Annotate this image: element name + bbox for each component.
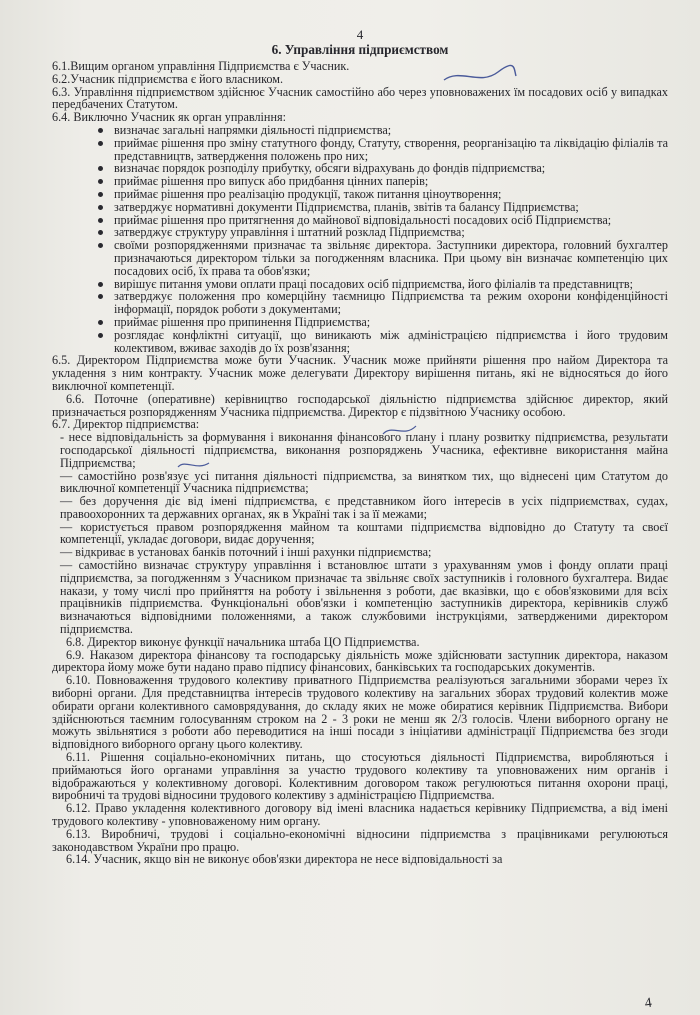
paragraph-6-6: 6.6. Поточне (оперативне) керівництво господарської діяльністю підприємства здійснює директор, який призначається розпорядженням Учасника підприємства. Директор є підзвітною Учаснику особою. <box>52 391 668 419</box>
paragraph-6-2: 6.2.Учасник підприємства є його власником. <box>52 71 284 86</box>
list-item: приймає рішення про припинення Підприємства; <box>114 316 668 329</box>
paragraph-6-12: 6.12. Право укладення колективного договору від імені власника надається керівнику Підприємства, а від імені трудового колективу - уповноваженому ним органу. <box>52 801 668 829</box>
list-item: — самостійно визначає структуру управління і встановлює штати з урахуванням умов і фонду оплати праці підприємства, за погодженням з Учасником призначає та звільняє своїх заступників і головного бухгалтера. Видає накази, у тому числі про прийняття на роботу і звільнення з роботи, дає вказівки, що є обов'язковими для всіх працівників підприємства. Функціональні обов'язки і компетенцію заступників директора, керівників служб визначаються відповідними положеннями, а також службовими інструкціями, затвердженими директором підприємства. <box>60 558 668 637</box>
list-item: — без доручення діє від імені підприємства, є представником його інтересів в усіх підприємствах, судах, правоохоронних та державних органах, як в Україні так і за її межами; <box>60 494 668 521</box>
list-item: вирішує питання умови оплати праці посадових осіб підприємства, його філіалів та представництв; <box>114 278 668 291</box>
page-number: 4 <box>356 27 364 42</box>
paragraph-6-3: 6.3. Управління підприємством здійснює Учасник самостійно або через уповноважених їм посадових осіб у випадках передбачених Статутом. <box>52 84 668 112</box>
list-item: приймає рішення про реалізацію продукції, також питання ціноутворення; <box>114 188 668 201</box>
corner-handwritten-mark: 4 <box>643 995 653 1012</box>
list-item: затверджує нормативні документи Підприємства, планів, звітів та балансу Підприємства; <box>114 201 668 214</box>
paragraph-6-1: 6.1.Вищим органом управління Підприємства є Учасник. <box>52 59 350 73</box>
list-item: — користується правом розпорядження майном та коштами підприємства відповідно до Статуту та своєї компетенції, укладає договори, видає доручення; <box>60 519 668 547</box>
list-item: визначає порядок розподілу прибутку, обсяги відрахувань до фондів підприємства; <box>114 162 668 175</box>
paragraph-6-5: 6.5. Директором Підприємства може бути Учасник. Учасник може прийняти рішення про найом Директора та укладення з ним контракту. Учасник може делегувати Директору вирішення питань, які не відносяться до його виключної компетенції. <box>52 353 668 393</box>
list-item: визначає загальні напрямки діяльності підприємства; <box>114 124 668 137</box>
paragraph-6-7: 6.7. Директор підприємства: <box>52 417 200 432</box>
paragraph-6-9: 6.9. Наказом директора фінансову та господарську діяльність може здійснювати заступник директора, наказом директора йому може бути надано право підпису фінансових, банківських та господарських документів. <box>52 647 668 675</box>
list-item: - несе відповідальність за формування і виконання фінансового плану і плану розвитку підприємства, результати господарської діяльності підприємства, виконання розпоряджень Учасника, ефективне використання майна Підприємства; <box>60 430 668 470</box>
list-item: розглядає конфліктні ситуації, що виникають між адміністрацією підприємства і його трудовим колективом, вживає заходів до їх розв'язання; <box>114 327 668 355</box>
paragraph-6-11: 6.11. Рішення соціально-економічних питань, що стосуються діяльності Підприємства, виробляються і приймаються його органами управління за участю трудового колективу та уповноважених ним органів і відображаються у колективному договорі. Колективним договором також регулюються питання охорони праці, виробничі та трудові відносини трудового колективу з адміністрацією Підприємства. <box>52 750 668 803</box>
list-item: приймає рішення про зміну статутного фонду, Статуту, створення, реорганізацію та ліквідацію філіалів та представництв, затвердження положень про них; <box>114 135 668 163</box>
list-item: своїми розпорядженнями призначає та звільняє директора. Заступники директора, головний бухгалтер призначаються директором тільки за погодженням власника. При цьому він визначає компетенцію цих посадових осіб, їх права та обов'язки; <box>114 238 668 278</box>
owner-powers-list <box>52 124 668 354</box>
paragraph-6-4: 6.4. Виключно Учасник як орган управління: <box>52 110 286 125</box>
paragraph-6-10: 6.10. Повноваження трудового колективу приватного Підприємства реалізуються загальними зборами через їх виборні органи. Для представництва інтересів трудового колективу на загальних зборах трудовий колектив може обирати органи колективного самоврядування, до складу яких не може обиратися керівник Підприємства. Вибори здійснюються таємним голосуванням строком на 2 - 3 роки не менш як 2/3 голосів. Члени виборного органу не можуть звільнятися з роботи або переводитися на інші посади з ініціативи адміністрації Підприємства без згоди відповідного виборного органу цього колективу. <box>52 673 668 752</box>
list-item: — самостійно розв'язує усі питання діяльності підприємства, за винятком тих, що віднесені цим Статутом до виключної компетенції Учасника підприємства; <box>60 468 668 496</box>
paragraph-6-8: 6.8. Директор виконує функції начальника штаба ЦО Підприємства. <box>66 634 420 649</box>
paragraph-6-13: 6.13. Виробничі, трудові і соціально-економічні відносини підприємства з працівниками регулюються законодавством України про працю. <box>52 826 668 854</box>
paragraph-6-14: 6.14. Учасник, якщо він не виконує обов'язки директора не несе відповідальності за <box>66 852 503 867</box>
director-duties-list <box>52 431 668 636</box>
list-item: затверджує положення про комерційну таємницю Підприємства та режим охорони конфіденційності інформації, порядок роботи з документами; <box>114 289 668 317</box>
list-item: затверджує структуру управління і штатний розклад Підприємства; <box>114 226 668 239</box>
list-item: приймає рішення про випуск або придбання цінних паперів; <box>114 175 668 188</box>
list-item: — відкриває в установах банків поточний і інші рахунки підприємства; <box>60 545 432 560</box>
list-item: приймає рішення про притягнення до майнової відповідальності посадових осіб Підприємства; <box>114 214 668 227</box>
section-heading: 6. Управління підприємством <box>271 42 449 57</box>
